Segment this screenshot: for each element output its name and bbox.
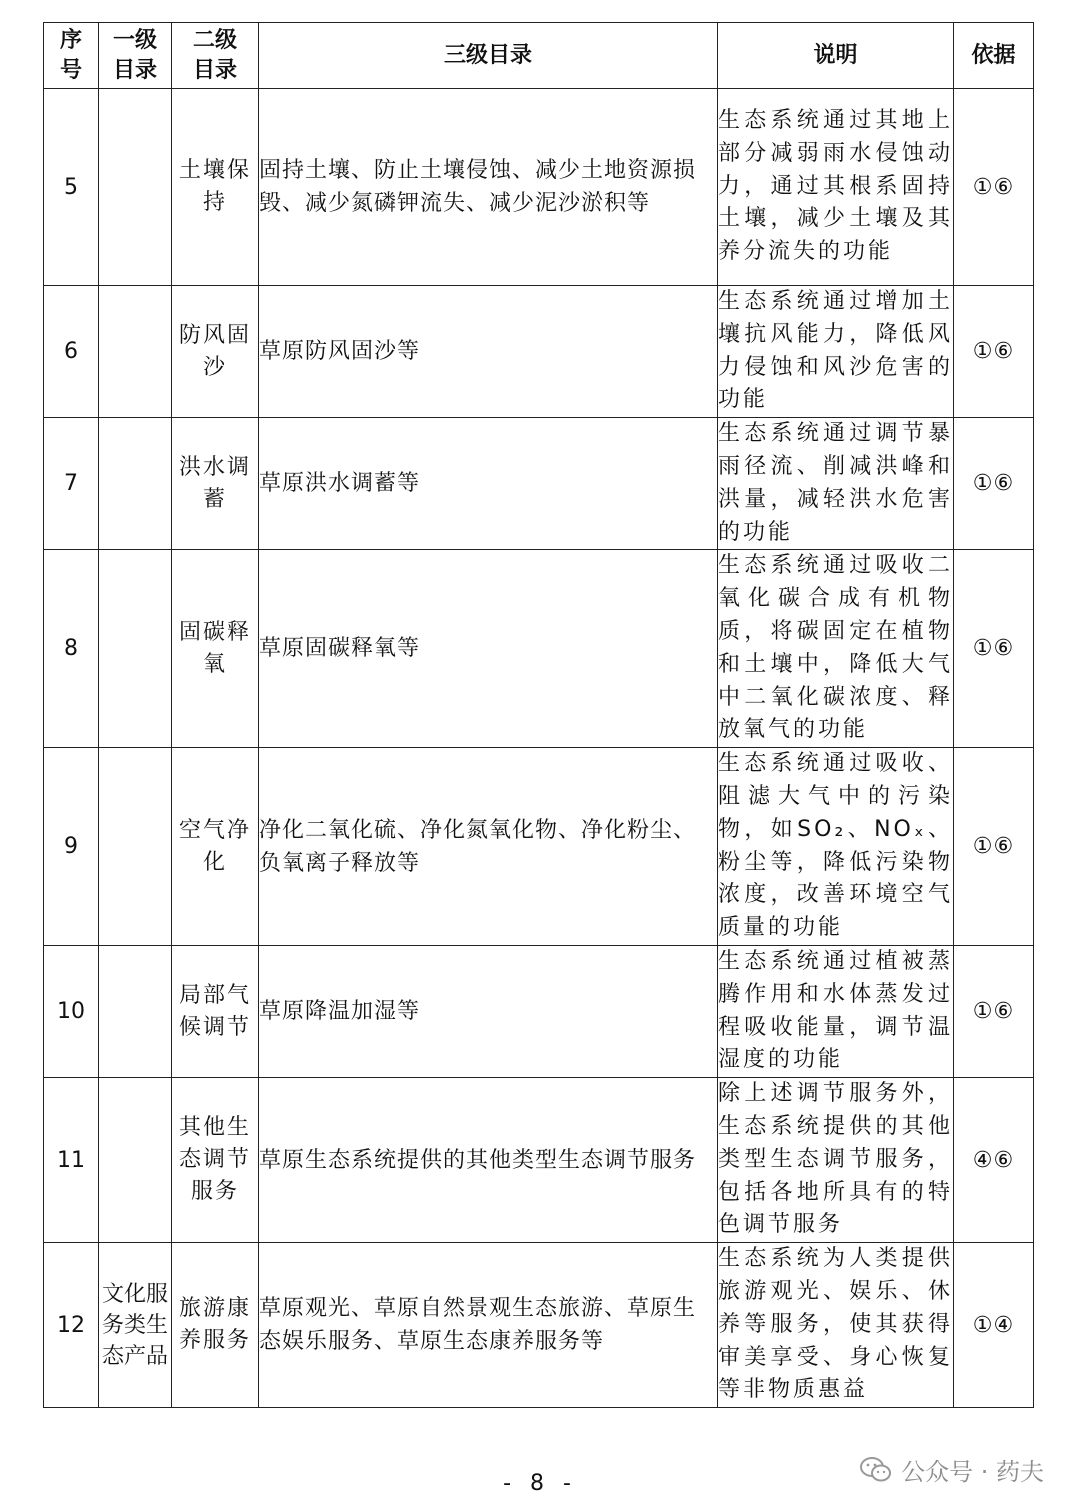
table-row (44, 945, 1034, 1077)
row-level2: 土壤保持 (172, 89, 259, 286)
row-basis: ①⑥ (954, 286, 1034, 418)
row-level3: 草原降温加湿等 (259, 945, 718, 1077)
header-level3: 三级目录 (259, 23, 718, 89)
page-number: - 8 - (503, 1471, 577, 1496)
row-desc: 生态系统通过吸收、阻滤大气中的污染物，如SO₂、NOₓ、粉尘等，降低污染物浓度，改善环境空气质量的功能 (718, 748, 954, 946)
header-basis: 依据 (954, 23, 1034, 89)
row-basis: ①⑥ (954, 945, 1034, 1077)
row-basis: ①④ (954, 1243, 1034, 1408)
row-desc: 生态系统通过其地上部分减弱雨水侵蚀动力，通过其根系固持土壤，减少土壤及其养分流失的功能 (718, 89, 954, 286)
table-row (44, 1243, 1034, 1408)
header-level2: 二级目录 (172, 23, 259, 89)
row-seq: 6 (44, 286, 99, 418)
row-level1 (99, 89, 172, 286)
row-level2: 旅游康养服务 (172, 1243, 259, 1408)
table-row (44, 89, 1034, 286)
row-level3: 草原观光、草原自然景观生态旅游、草原生态娱乐服务、草原生态康养服务等 (259, 1243, 718, 1408)
row-basis: ①⑥ (954, 418, 1034, 550)
row-level2: 局部气候调节 (172, 945, 259, 1077)
table-row (44, 550, 1034, 748)
row-seq: 8 (44, 550, 99, 748)
row-desc: 除上述调节服务外，生态系统提供的其他类型生态调节服务，包括各地所具有的特色调节服务 (718, 1078, 954, 1243)
row-desc: 生态系统通过增加土壤抗风能力，降低风力侵蚀和风沙危害的功能 (718, 286, 954, 418)
row-level3: 草原生态系统提供的其他类型生态调节服务 (259, 1078, 718, 1243)
row-level2: 防风固沙 (172, 286, 259, 418)
table-row (44, 418, 1034, 550)
table-row (44, 748, 1034, 946)
row-level2: 空气净化 (172, 748, 259, 946)
row-desc: 生态系统通过植被蒸腾作用和水体蒸发过程吸收能量，调节温湿度的功能 (718, 945, 954, 1077)
row-level2: 其他生态调节服务 (172, 1078, 259, 1243)
row-desc: 生态系统为人类提供旅游观光、娱乐、休养等服务，使其获得审美享受、身心恢复等非物质惠益 (718, 1243, 954, 1408)
header-seq: 序号 (44, 23, 99, 89)
row-seq: 12 (44, 1243, 99, 1408)
catalog-table (43, 22, 1034, 1408)
row-level2: 固碳释氧 (172, 550, 259, 748)
row-basis: ①⑥ (954, 748, 1034, 946)
header-desc: 说明 (718, 23, 954, 89)
row-seq: 10 (44, 945, 99, 1077)
row-seq: 9 (44, 748, 99, 946)
row-basis: ④⑥ (954, 1078, 1034, 1243)
table-row (44, 286, 1034, 418)
row-basis: ①⑥ (954, 89, 1034, 286)
watermark-text: 公众号 · 药夫 (901, 1458, 1044, 1486)
row-level1: 文化服务类生态产品 (99, 1243, 172, 1408)
table-row (44, 1078, 1034, 1243)
row-basis: ①⑥ (954, 550, 1034, 748)
row-level1 (99, 945, 172, 1077)
header-level1: 一级目录 (99, 23, 172, 89)
row-desc: 生态系统通过吸收二氧化碳合成有机物质，将碳固定在植物和土壤中，降低大气中二氧化碳浓度、释放氧气的功能 (718, 550, 954, 748)
row-level1 (99, 748, 172, 946)
row-level3: 草原防风固沙等 (259, 286, 718, 418)
row-level2: 洪水调蓄 (172, 418, 259, 550)
row-level1 (99, 418, 172, 550)
row-level1 (99, 550, 172, 748)
row-seq: 5 (44, 89, 99, 286)
row-level1 (99, 1078, 172, 1243)
row-level3: 草原固碳释氧等 (259, 550, 718, 748)
row-level3: 净化二氧化硫、净化氮氧化物、净化粉尘、负氧离子释放等 (259, 748, 718, 946)
row-level1 (99, 286, 172, 418)
table-header-row (44, 23, 1034, 89)
row-level3: 固持土壤、防止土壤侵蚀、减少土地资源损毁、减少氮磷钾流失、减少泥沙淤积等 (259, 89, 718, 286)
row-seq: 11 (44, 1078, 99, 1243)
row-seq: 7 (44, 418, 99, 550)
row-desc: 生态系统通过调节暴雨径流、削减洪峰和洪量，减轻洪水危害的功能 (718, 418, 954, 550)
row-level3: 草原洪水调蓄等 (259, 418, 718, 550)
